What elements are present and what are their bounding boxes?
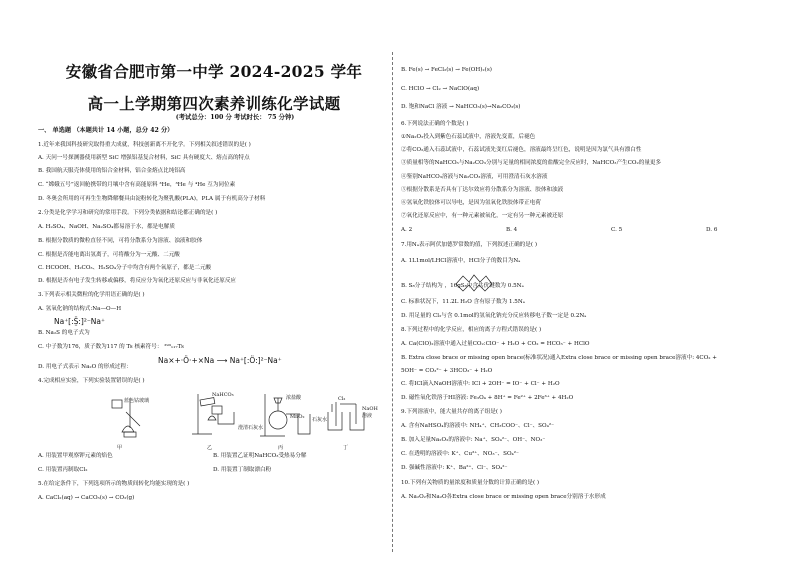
q3-option-c: C. 中子数为176，质子数为117 的 Ts 核素符号： ²⁹³₁₁₇Ts [38, 344, 184, 350]
figure-text-cl2: Cl₂ [338, 396, 346, 402]
q2-option-a: A. H₂SO₄、NaOH、Na₂SO₄都易溶于水，都是电解质 [38, 224, 175, 230]
q2-option-b: B. 根据分散质的微粒直径不同，可将分散系分为溶液、浊液和胶体 [38, 238, 203, 244]
q2-option-c2: C. HCOOH、H₂CO₃、H₂SO₄分子中均含有两个氧原子，都是二元酸 [38, 265, 212, 271]
q8-option-a: A. Ca(ClO)₂溶液中通入过量CO₂:ClO⁻ + H₂O + CO₂ = HCO₃⁻ + HClO [401, 341, 590, 347]
q6-option-c: C. 5 [611, 227, 623, 233]
q6-statement-1: ①Na₂O₂投入到紫色石蕊试液中，溶液先变蓝，后褪色 [401, 134, 536, 140]
figure-text-naoh: NaOH溶液 [362, 406, 378, 419]
q8-option-d: D. 磁性氧化铁溶于HI溶液: Fe₃O₄ + 8H⁺ = Fe²⁺ + 2Fe³⁺ + 4H₂O [401, 395, 574, 401]
q7-option-b: B. S₈分子结构为 ，16gS₈中含共价键数为 0.5Nₐ [401, 283, 524, 289]
q6-statement-6: ⑥氢氧化铁胶体可以导电，是因为氢氧化铁胶体带正电荷 [401, 200, 541, 206]
q5-option-c: C. HClO → Cl₂ → NaClO(aq) [401, 86, 480, 92]
q6-statement-5: ⑤根据分散系是否具有丁达尔效应将分散系分为溶液、胶体和浊液 [401, 187, 564, 193]
q1-option-a: A. 天问一号探测器使用新型 SiC 增强铝基复合材料，SiC 具有硬度大、熔点高的特点 [38, 155, 250, 161]
figure-label-yi: 乙 [207, 445, 213, 451]
figure-text-limewater: 石灰水 [312, 417, 328, 423]
q4-option-d: D. 用装置丁制取漂白粉 [213, 467, 272, 473]
q2-option-c1: C. 根据是否能电离出氢离子，可将酸分为一元酸、二元酸 [38, 252, 180, 258]
figure-text-nahco3: NaHCO₃ [212, 392, 234, 398]
q6-option-a: A. 2 [401, 227, 413, 233]
q8-option-c: C. 将ICl滴入NaOH溶液中: ICl + 2OH⁻ = IO⁻ + Cl⁻ + H₂O [401, 381, 560, 387]
question-1: 1.近年来我国科技研究取得重大成就，科技创新离不开化学。下列相关叙述错误的是( ) [38, 142, 251, 148]
q1-option-c: C. “嫦娥五号”返回舱携带的月壤中含有高能原料 ³He，³He 与 ⁴He 互为同位素 [38, 182, 236, 188]
apparatus-figure [100, 392, 380, 442]
q7-option-a: A. 1L1mol/LHCl溶液中，HCl分子的数目为Nₐ [401, 258, 521, 264]
q4-option-c: C. 用装置丙制取Cl₂ [38, 467, 88, 473]
q9-option-c: C. 在透明的溶液中: K⁺、Cu²⁺、NO₃⁻、SO₄²⁻ [401, 451, 519, 457]
q7-option-c: C. 标准状况下，11.2L H₂O 含有原子数为 1.5Nₐ [401, 299, 525, 305]
s8-ring-drawing [453, 272, 495, 294]
q4-option-a: A. 用装置甲观察钾元素的焰色 [38, 453, 113, 459]
q3-option-a: A. 氢氧化钠的结构式:Na—O—H [38, 306, 122, 312]
q2-option-d: D. 根据是否有电子发生转移或偏移，将反应分为氧化还原反应与非氧化还原反应 [38, 278, 237, 284]
question-8: 8.下列过程中的化学反应，相应的离子方程式错误的是( ) [401, 327, 542, 333]
question-6: 6.下列说法正确的个数是( ) [401, 121, 469, 127]
q8-option-b-line1: B. Extra close brace or missing open brace(标准状况)通入Extra close brace or missing open brace溶液中: 4CO₂ + [401, 355, 717, 361]
question-4: 4.完成相应实验，下列实验装置错误的是( ) [38, 378, 145, 384]
q9-option-a: A. 含有NaHSO₄的溶液中: NH₄⁺、CH₃COO⁻、Cl⁻、SO₄²⁻ [401, 423, 555, 429]
figure-text-conc-hcl: 浓盐酸 [286, 395, 302, 401]
q9-option-d: D. 强碱性溶液中: K⁺、Ba²⁺、Cl⁻、SO₄²⁻ [401, 465, 508, 471]
q7-option-d: D. 用足量的 Cl₂与含 0.1mol的氢氧化钠充分反应转移电子数一定是 0.2Nₐ [401, 313, 587, 319]
q6-option-b: B. 4 [506, 227, 518, 233]
question-9: 9.下列溶液中，能大量共存的离子组是( ) [401, 409, 502, 415]
bleach-powder-apparatus [328, 402, 364, 430]
figure-text-limewater-clear: 澄清石灰水 [238, 425, 264, 431]
q1-option-d: D. 冬奥会所用的可再生生物降解餐具由淀粉转化为聚乳酸(PLA)，PLA 属于有机高分子材料 [38, 196, 266, 202]
q8-option-b-line2: 5OH⁻ = CO₃²⁻ + 3HCO₃⁻ + H₂O [401, 368, 493, 374]
q4-option-b: B. 用装置乙证明NaHCO₃受热易分解 [213, 453, 307, 459]
q6-option-d: D. 6 [706, 227, 718, 233]
section-heading: 一、 单选题 （本题共计 14 小题，总分 42 分） [38, 127, 174, 134]
question-3: 3.下列表示相关微粒的化学用语正确的是( ) [38, 292, 145, 298]
figure-text-mno2: MnO₂ [290, 414, 305, 420]
figure-label-ding: 丁 [343, 445, 349, 451]
q6-statement-3: ③质量相等的NaHCO₃与Na₂CO₃分别与足量的相同浓度的盐酸完全反应时，NaHCO₃产生CO₂的量更多 [401, 160, 662, 166]
q3-option-b: B. Na₂S 的电子式为 [38, 330, 90, 336]
figure-label-jia: 甲 [117, 445, 123, 451]
q5-option-b: B. Fe(s) → FeCl₂(s) → Fe(OH)₂(s) [401, 67, 492, 73]
bicarbonate-heating-apparatus [192, 394, 234, 434]
question-5: 5.在给定条件下，下列选项所示的物质间转化均能实现的是( ) [38, 481, 190, 487]
q6-statement-2: ②将CO₂通入石蕊试液中，石蕊试液先变红后褪色，溶液最终呈红色，说明是因为氯气具有漂白性 [401, 147, 642, 153]
na2o-formation-equation: Na×+·Ö·+×Na ⟶ Na⁺[:Ö:]²⁻Na⁺ [158, 356, 282, 365]
question-7: 7.用Nₐ表示阿伏加德罗常数的值，下列叙述正确的是( ) [401, 242, 538, 248]
q5-option-a: A. CaCl₂(aq) → CaCO₃(s) → CO₂(g) [38, 495, 135, 501]
q10-option-a: A. Na₂O₂和Na₂O各Extra close brace or missing open brace分别溶于水形成 [401, 494, 606, 500]
title-line-1: 安徽省合肥市第一中学 2024-2025 学年 [65, 62, 363, 81]
q1-option-b: B. 我国航天服壳体使用的铝合金材料，铝合金熔点比纯铝高 [38, 168, 186, 174]
question-2: 2.分类是化学学习和研究的常用手段。下列分类依据和结论都正确的是( ) [38, 210, 218, 216]
title-line-2: 高一上学期第四次素养训练化学试题 [87, 94, 341, 113]
q6-statement-7: ⑦氧化还原反应中，有一种元素被氧化，一定有另一种元素被还原 [401, 213, 564, 219]
q3-option-d: D. 用电子式表示 Na₂O 的形成过程： [38, 364, 132, 370]
q6-statement-4: ④鉴别NaHCO₃溶液与Na₂CO₃溶液，可用澄清石灰水溶液 [401, 174, 548, 180]
q5-option-d: D. 饱和NaCl 溶液 → NaHCO₃(s)→Na₂CO₃(s) [401, 104, 521, 110]
figure-text-cobalt-glass: 蓝色钴玻璃 [124, 398, 150, 404]
question-10: 10.下列有关物质的量浓度和质量分数的计算正确的是( ) [401, 480, 540, 486]
s8-molecule-structure [453, 272, 495, 294]
exam-info: (考试总分：100 分 考试时长： 75 分钟) [175, 114, 295, 121]
figure-label-bing: 丙 [278, 445, 284, 451]
na2s-electron-formula: Na⁺[:S̤̈:]²⁻Na⁺ [54, 317, 105, 326]
column-divider [392, 52, 393, 552]
q9-option-b: B. 加入足量Na₂O₂的溶液中: Na⁺、SO₄²⁻、OH⁻、NO₃⁻ [401, 437, 546, 443]
